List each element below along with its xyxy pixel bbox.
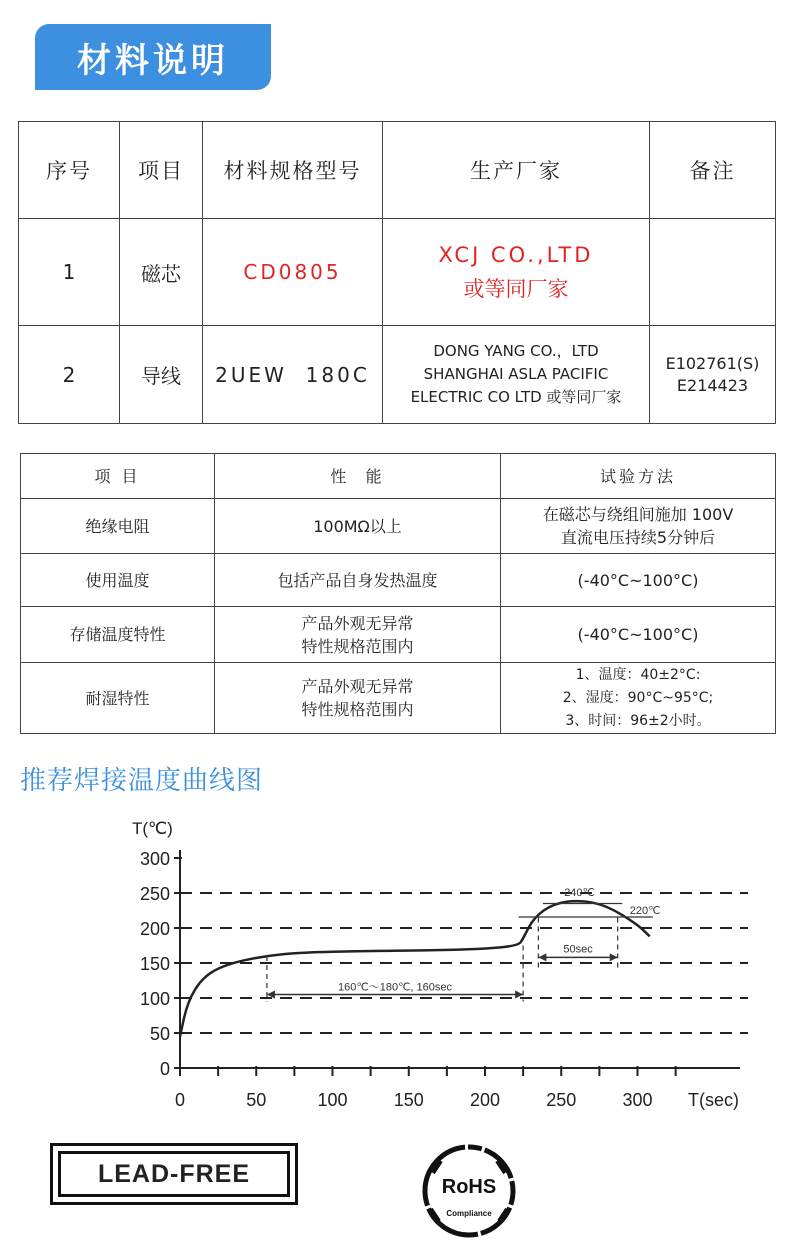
maker-line: 或等同厂家: [463, 277, 569, 301]
reflow-temp-label: 220℃: [629, 905, 661, 917]
performance-header-perf: 性 能: [215, 454, 501, 499]
cell-test: [501, 663, 776, 734]
performance-row: [21, 607, 776, 663]
cell-note: [650, 326, 776, 424]
materials-row: [19, 219, 776, 326]
arrow-head: [610, 953, 618, 961]
perf-line: 产品外观无异常: [301, 677, 414, 696]
y-axis-label: T(℃): [132, 819, 173, 838]
duration-label: 160℃～180℃, 160sec: [338, 981, 453, 994]
cell-test: (-40°C~100°C): [501, 554, 776, 607]
lead-free-label: LEAD-FREE: [58, 1151, 290, 1197]
peak-temp-label: 240℃: [564, 887, 595, 899]
cell-test: (-40°C~100°C): [501, 607, 776, 663]
cell-item: 磁芯: [120, 219, 203, 326]
materials-header-spec: 材料规格型号: [203, 122, 383, 219]
cell-item: 耐湿特性: [21, 663, 215, 734]
rohs-logo: [421, 1143, 517, 1239]
maker-line: SHANGHAI ASLA PACIFIC: [423, 365, 609, 383]
materials-header-row: [19, 122, 776, 219]
x-tick-label: 50: [246, 1090, 267, 1110]
cell-perf: 包括产品自身发热温度: [215, 554, 501, 607]
x-tick-label: 100: [317, 1090, 348, 1110]
cell-item: 使用温度: [21, 554, 215, 607]
cell-no: 2: [19, 326, 120, 424]
maker-line: ELECTRIC CO LTD 或等同厂家: [410, 388, 622, 406]
test-line: 3、时间：96±2小时。: [565, 712, 711, 729]
note-line: E214423: [676, 375, 749, 395]
performance-row: [21, 499, 776, 554]
performance-row: [21, 663, 776, 734]
x-tick-label: 200: [469, 1090, 501, 1110]
y-tick-label: 200: [139, 919, 170, 939]
materials-header-item: 项目: [120, 122, 203, 219]
cell-no: 1: [19, 219, 120, 326]
soldering-profile-chart: [120, 810, 760, 1120]
test-line: 2、湿度：90°C~95°C;: [562, 689, 714, 706]
cell-item: 绝缘电阻: [21, 499, 215, 554]
y-tick-label: 250: [139, 884, 170, 904]
arrow-head: [538, 953, 546, 961]
cell-maker: [383, 326, 650, 424]
test-line: 直流电压持续5分钟后: [560, 528, 716, 547]
maker-line: XCJ CO.,LTD: [438, 243, 594, 267]
materials-row: [19, 326, 776, 424]
materials-header-no: 序号: [19, 122, 120, 219]
x-tick-label: 150: [393, 1090, 424, 1110]
test-line: 在磁芯与绕组间施加 100V: [542, 505, 734, 524]
maker-line: DONG YANG CO.，LTD: [433, 342, 599, 360]
x-axis-label: T(sec): [688, 1090, 739, 1110]
x-tick-label: 250: [546, 1090, 577, 1110]
y-tick-label: 100: [139, 989, 170, 1009]
duration-label: 50sec: [563, 943, 593, 956]
section-header-title: 材料说明: [77, 40, 229, 81]
y-tick-label: 150: [139, 954, 170, 974]
y-tick-label: 0: [159, 1059, 170, 1079]
performance-header-test: 试验方法: [501, 454, 776, 499]
y-tick-label: 50: [149, 1024, 170, 1044]
cell-spec: CD0805: [203, 219, 383, 326]
rohs-sub-label: Compliance: [446, 1209, 492, 1218]
perf-line: 产品外观无异常: [301, 613, 414, 633]
section-header-badge: [35, 24, 271, 90]
y-tick-label: 300: [139, 849, 170, 869]
series-line: [180, 901, 650, 1036]
rohs-label: RoHS: [441, 1176, 497, 1198]
x-tick-label: 0: [174, 1090, 186, 1110]
cell-perf: [215, 663, 501, 734]
note-line: E102761(S): [665, 353, 760, 373]
performance-header-item: 项 目: [21, 454, 215, 499]
cell-item: 导线: [120, 326, 203, 424]
cell-perf: 100MΩ以上: [215, 499, 501, 554]
materials-header-note: 备注: [650, 122, 776, 219]
cell-test: [501, 499, 776, 554]
cell-maker: [383, 219, 650, 326]
materials-header-maker: 生产厂家: [383, 122, 650, 219]
perf-line: 特性规格范围内: [301, 700, 414, 719]
test-line: 1、温度：40±2°C:: [575, 666, 701, 683]
cell-note: [650, 219, 776, 326]
performance-row: [21, 554, 776, 607]
x-tick-label: 300: [622, 1090, 653, 1110]
performance-header-row: [21, 454, 776, 499]
cell-item: 存储温度特性: [21, 607, 215, 663]
perf-line: 特性规格范围内: [301, 636, 414, 656]
performance-table: [20, 453, 776, 734]
cell-perf: [215, 607, 501, 663]
cell-spec: 2UEW 180C: [203, 326, 383, 424]
chart-layer: [132, 819, 748, 1110]
materials-table: [18, 121, 776, 424]
lead-free-badge: [50, 1143, 298, 1205]
section-title: 推荐焊接温度曲线图: [20, 766, 264, 796]
